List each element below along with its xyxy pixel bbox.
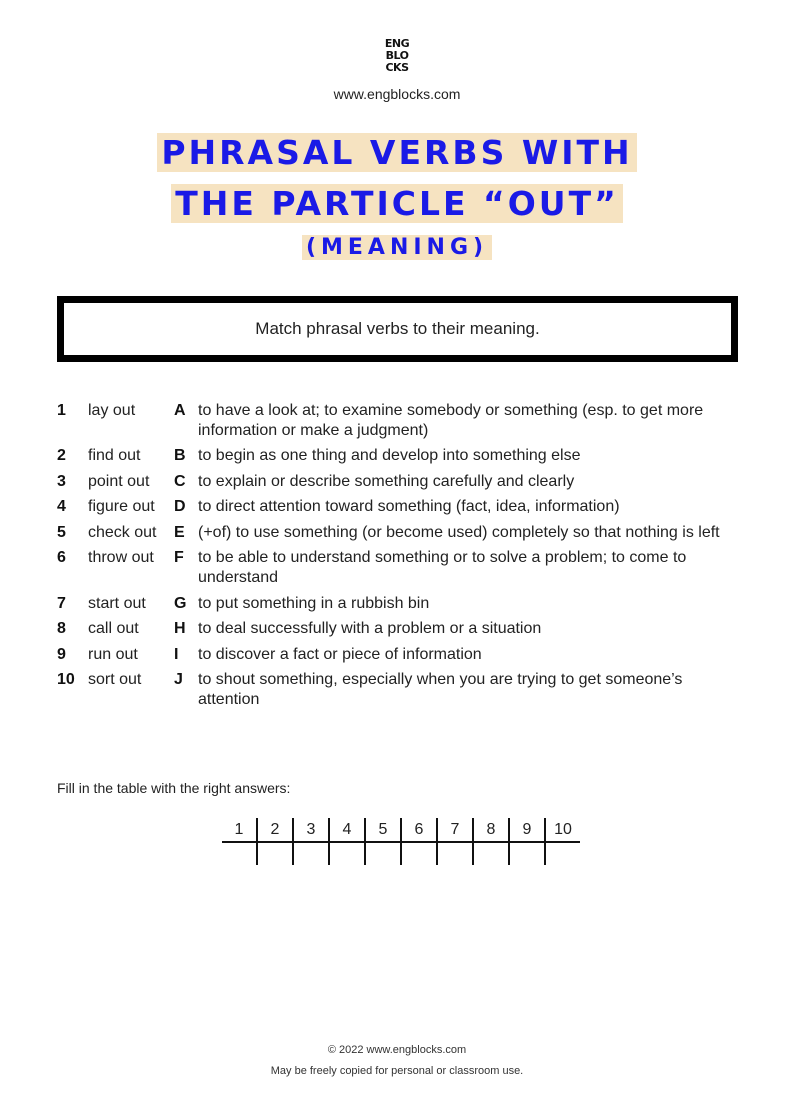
- title-subtitle: [0, 234, 794, 262]
- phrasal-verb: throw out: [88, 549, 154, 566]
- footer-copyright: © 2022 www.engblocks.com: [327, 1044, 467, 1056]
- website-url: www.engblocks.com: [333, 86, 461, 102]
- subtitle-text: (MEANING): [302, 235, 492, 260]
- definition-letter: I: [174, 646, 179, 663]
- phrasal-verb: run out: [88, 646, 138, 663]
- definition-text: to shout something, especially when you are trying to get someone’s attention: [198, 671, 683, 708]
- definition-text: to have a look at; to examine somebody or something (esp. to get more information or make a judgment): [198, 402, 704, 439]
- definition-text: to begin as one thing and develop into something else: [198, 447, 581, 464]
- item-number: 2: [57, 447, 66, 464]
- title-text: THE PARTICLE “OUT”: [171, 184, 623, 223]
- engblocks-logo: [380, 38, 414, 74]
- title-line-2: [0, 184, 794, 224]
- logo-line: ENG: [384, 37, 410, 50]
- item-number: 10: [57, 671, 75, 688]
- footer-license: May be freely copied for personal or classroom use.: [270, 1065, 524, 1077]
- fill-prompt: Fill in the table with the right answers:: [57, 780, 291, 796]
- phrasal-verb: figure out: [88, 498, 155, 515]
- definition-text: to be able to understand something or to solve a problem; to come to understand: [198, 549, 687, 586]
- answer-cell[interactable]: [545, 842, 580, 865]
- title-line-1: [0, 133, 794, 173]
- item-number: 3: [57, 473, 66, 490]
- answer-cell[interactable]: [473, 842, 509, 865]
- answer-blank-row: [222, 842, 580, 865]
- definition-letter: A: [174, 402, 186, 419]
- answer-header-row: [222, 818, 580, 842]
- answer-header-cell: 6: [401, 818, 437, 842]
- list-item: [57, 645, 737, 665]
- definition-text: to direct attention toward something (fact, idea, information): [198, 498, 620, 515]
- definition-text: to explain or describe something carefully and clearly: [198, 473, 575, 490]
- item-number: 7: [57, 595, 66, 612]
- list-item: [57, 594, 737, 614]
- definition-letter: H: [174, 620, 186, 637]
- answer-header-cell: 2: [257, 818, 293, 842]
- answer-cell[interactable]: [509, 842, 545, 865]
- item-number: 4: [57, 498, 66, 515]
- answer-cell[interactable]: [401, 842, 437, 865]
- list-item: [57, 619, 737, 639]
- answer-header-cell: 1: [222, 818, 257, 842]
- definition-text: (+of) to use something (or become used) completely so that nothing is left: [198, 524, 720, 541]
- phrasal-verb: sort out: [88, 671, 142, 688]
- answer-cell[interactable]: [222, 842, 257, 865]
- definition-letter: F: [174, 549, 184, 566]
- item-number: 9: [57, 646, 66, 663]
- definition-letter: C: [174, 473, 186, 490]
- item-number: 5: [57, 524, 66, 541]
- answer-header-cell: 4: [329, 818, 365, 842]
- definition-letter: B: [174, 447, 186, 464]
- answer-cell[interactable]: [257, 842, 293, 865]
- definition-text: to deal successfully with a problem or a situation: [198, 620, 542, 637]
- definition-letter: J: [174, 671, 183, 688]
- matching-list: [57, 401, 737, 710]
- item-number: 6: [57, 549, 66, 566]
- answer-header-cell: 8: [473, 818, 509, 842]
- logo-line: CKS: [385, 61, 409, 74]
- list-item: [57, 670, 737, 710]
- instruction-box: Match phrasal verbs to their meaning.: [57, 296, 738, 362]
- answer-cell[interactable]: [329, 842, 365, 865]
- phrasal-verb: find out: [88, 447, 141, 464]
- list-item: [57, 472, 737, 492]
- phrasal-verb: lay out: [88, 402, 136, 419]
- list-item: [57, 523, 737, 543]
- list-item: [57, 446, 737, 466]
- definition-text: to discover a fact or piece of information: [198, 646, 482, 663]
- answer-header-cell: 5: [365, 818, 401, 842]
- phrasal-verb: point out: [88, 473, 150, 490]
- answer-table: [222, 818, 580, 865]
- item-number: 8: [57, 620, 66, 637]
- definition-letter: G: [174, 595, 187, 612]
- definition-letter: D: [174, 498, 186, 515]
- phrasal-verb: check out: [88, 524, 157, 541]
- answer-header-cell: 7: [437, 818, 473, 842]
- phrasal-verb: call out: [88, 620, 139, 637]
- answer-cell[interactable]: [365, 842, 401, 865]
- title-text: PHRASAL VERBS WITH: [157, 133, 636, 172]
- logo-line: BLO: [385, 49, 409, 62]
- answer-header-cell: 3: [293, 818, 329, 842]
- answer-cell[interactable]: [293, 842, 329, 865]
- definition-text: to put something in a rubbish bin: [198, 595, 430, 612]
- answer-header-cell: 10: [545, 818, 580, 842]
- list-item: [57, 548, 737, 588]
- list-item: [57, 401, 737, 441]
- answer-header-cell: 9: [509, 818, 545, 842]
- definition-letter: E: [174, 524, 185, 541]
- item-number: 1: [57, 402, 66, 419]
- answer-cell[interactable]: [437, 842, 473, 865]
- phrasal-verb: start out: [88, 595, 146, 612]
- list-item: [57, 497, 737, 517]
